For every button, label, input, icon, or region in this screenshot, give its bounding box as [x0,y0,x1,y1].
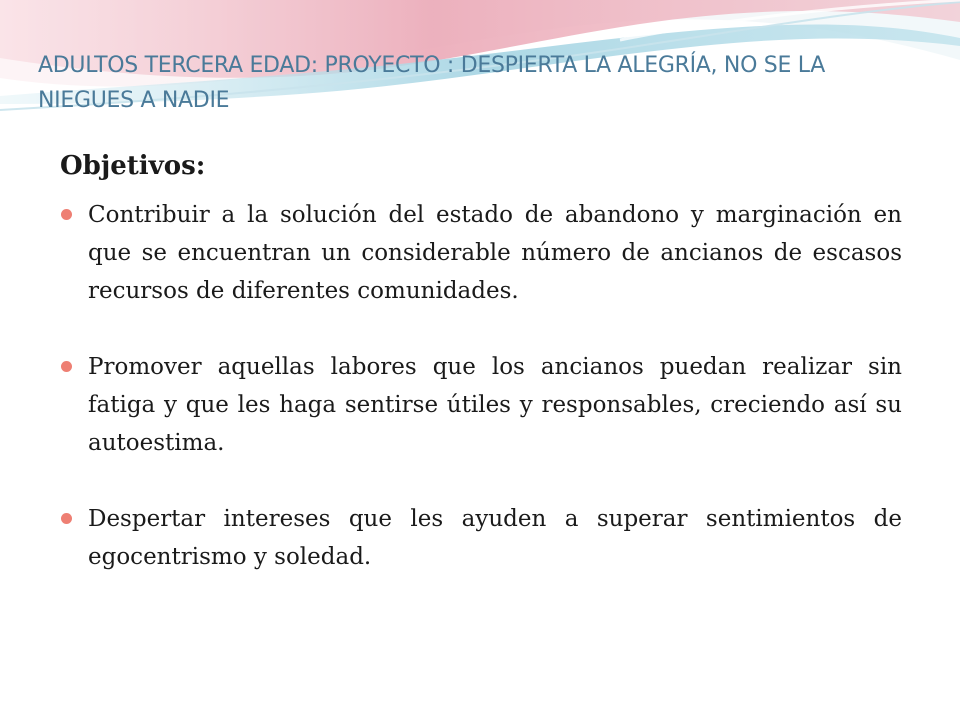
objective-item [60,348,902,462]
slide-title: ADULTOS TERCERA EDAD: PROYECTO : DESPIERTA LA ALEGRÍA, NO SE LA NIEGUES A NADIE [38,53,825,113]
objective-text: Promover aquellas labores que los ancianos puedan realizar sin fatiga y que les haga sentirse útiles y responsables, creciendo así su autoestima. [88,354,902,456]
objective-text: Contribuir a la solución del estado de abandono y marginación en que se encuentran un considerable número de ancianos de escasos recursos de diferentes comunidades. [88,202,902,304]
slide-content [60,148,902,576]
objectives-heading: Objetivos: [60,151,206,181]
objectives-list [60,196,902,576]
bullet-dot-icon [61,513,72,524]
bullet-dot-icon [61,209,72,220]
objective-item [60,196,902,310]
bullet-dot-icon [61,361,72,372]
objective-text: Despertar intereses que les ayuden a superar sentimientos de egocentrismo y soledad. [88,506,902,570]
objective-item [60,500,902,576]
